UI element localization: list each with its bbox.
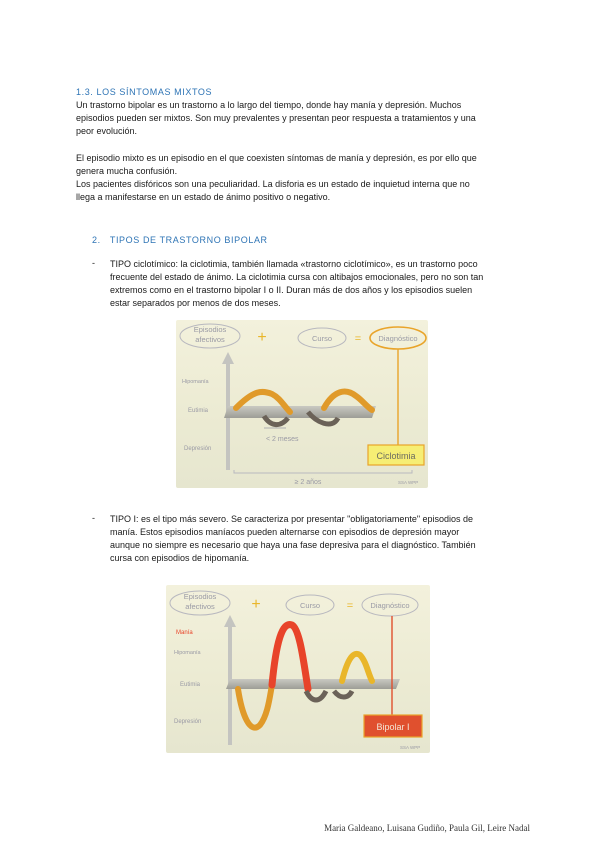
text-line: estar separados por menos de dos meses. xyxy=(110,298,281,308)
text-line: genera mucha confusión. xyxy=(76,166,178,176)
y-axis-arrow xyxy=(222,352,234,364)
text-line: El episodio mixto es un episodio en el que coexisten síntomas de manía y depresión, es por ello que xyxy=(76,153,477,163)
text-line: peor evolución. xyxy=(76,126,138,136)
text-line: TIPO I: es el tipo más severo. Se caracteriza por presentar "obligatoriamente" episodios de xyxy=(110,514,474,524)
ciclotimia-result-label: Ciclotimia xyxy=(376,451,416,461)
section-13-heading: 1.3. LOS SÍNTOMAS MIXTOS xyxy=(76,87,213,97)
mania-label: Manía xyxy=(176,630,193,636)
y-axis-arrow xyxy=(224,615,236,627)
bullet-dash: - xyxy=(92,513,95,523)
equals-sign: = xyxy=(354,333,362,345)
eutimia-label: Eutimia xyxy=(180,682,201,688)
text-line: Los pacientes disfóricos son una peculiaridad. La disforia es un estado de inquietud interna que no xyxy=(76,179,470,189)
more2-label: ≥ 2 años xyxy=(294,479,322,486)
text-line xyxy=(76,138,528,151)
ciclotimia-diagram xyxy=(176,320,428,488)
episodios-label: Episodios xyxy=(183,592,217,601)
text-line: aunque no siempre es necesario que haya una fase depresiva para el diagnóstico. También xyxy=(110,540,476,550)
hipomania-label: Hipomanía xyxy=(182,379,209,385)
ciclotimia-slide xyxy=(176,320,428,488)
section-2-heading: 2. TIPOS DE TRASTORNO BIPOLAR xyxy=(92,235,268,245)
bipolar-i-result-label: Bipolar I xyxy=(376,722,410,732)
depresion-label: Depresión xyxy=(184,446,212,452)
afectivos-label: afectivos xyxy=(195,335,225,344)
text-line: Un trastorno bipolar es un trastorno a lo largo del tiempo, donde hay manía y depresión. Muchos xyxy=(76,100,462,110)
text-line: frecuente del estado de ánimo. La ciclotimia cursa con altibajos emocionales, pero no son tan xyxy=(110,272,484,282)
wave-depresion-minor-2 xyxy=(334,691,352,697)
text-line: episodios pueden ser mixtos. Son muy prevalentes y presentan peor respuesta a tratamientos y una xyxy=(76,113,476,123)
diagnostico-label: Diagnóstico xyxy=(378,334,418,343)
text-line: manía. Estos episodios maníacos pueden alternarse con episodios de depresión mayor xyxy=(110,527,460,537)
section-13-body xyxy=(76,99,528,204)
less2-label: < 2 meses xyxy=(266,436,299,443)
episodios-label: Episodios xyxy=(193,325,227,334)
hipomania-label: Hipomanía xyxy=(174,650,201,656)
text-line: cursa con episodios de hipomanía. xyxy=(110,553,250,563)
slide-signature: SSA WPP xyxy=(400,745,421,750)
depresion-label: Depresión xyxy=(174,719,202,725)
plus-sign: + xyxy=(257,329,267,346)
diagnostico-label: Diagnóstico xyxy=(370,601,410,610)
eutimia-label: Eutimia xyxy=(188,408,209,414)
bullet-ciclotimico xyxy=(110,258,528,310)
text-line: extremos como en el trastorno bipolar I o II. Duran más de dos años y los episodios suelen xyxy=(110,285,473,295)
plus-sign: + xyxy=(251,596,261,613)
afectivos-label: afectivos xyxy=(185,602,215,611)
slide-signature: SSA WPP xyxy=(398,480,419,485)
bullet-tipo-i xyxy=(110,513,528,565)
eutimia-bar xyxy=(224,406,376,418)
wave-hipomania xyxy=(342,654,372,681)
text-line: TIPO ciclotímico: la ciclotimia, también llamada «trastorno ciclotímico», es un trastorno poco xyxy=(110,259,478,269)
page-footer-authors: Maria Galdeano, Luisana Gudiño, Paula Gil, Leire Nadal xyxy=(324,823,530,833)
bipolar-i-slide xyxy=(166,585,430,753)
equals-sign: = xyxy=(346,600,354,612)
curso-label: Curso xyxy=(299,601,321,610)
wave-depresion-minor-1 xyxy=(306,691,326,700)
curso-label: Curso xyxy=(311,334,333,343)
text-line: llega a manifestarse en un estado de ánimo positivo o negativo. xyxy=(76,192,331,202)
wave-depresion-major xyxy=(238,685,272,728)
bullet-dash: - xyxy=(92,258,95,268)
more2-bracket xyxy=(234,470,412,473)
bipolar-i-diagram xyxy=(166,585,430,753)
